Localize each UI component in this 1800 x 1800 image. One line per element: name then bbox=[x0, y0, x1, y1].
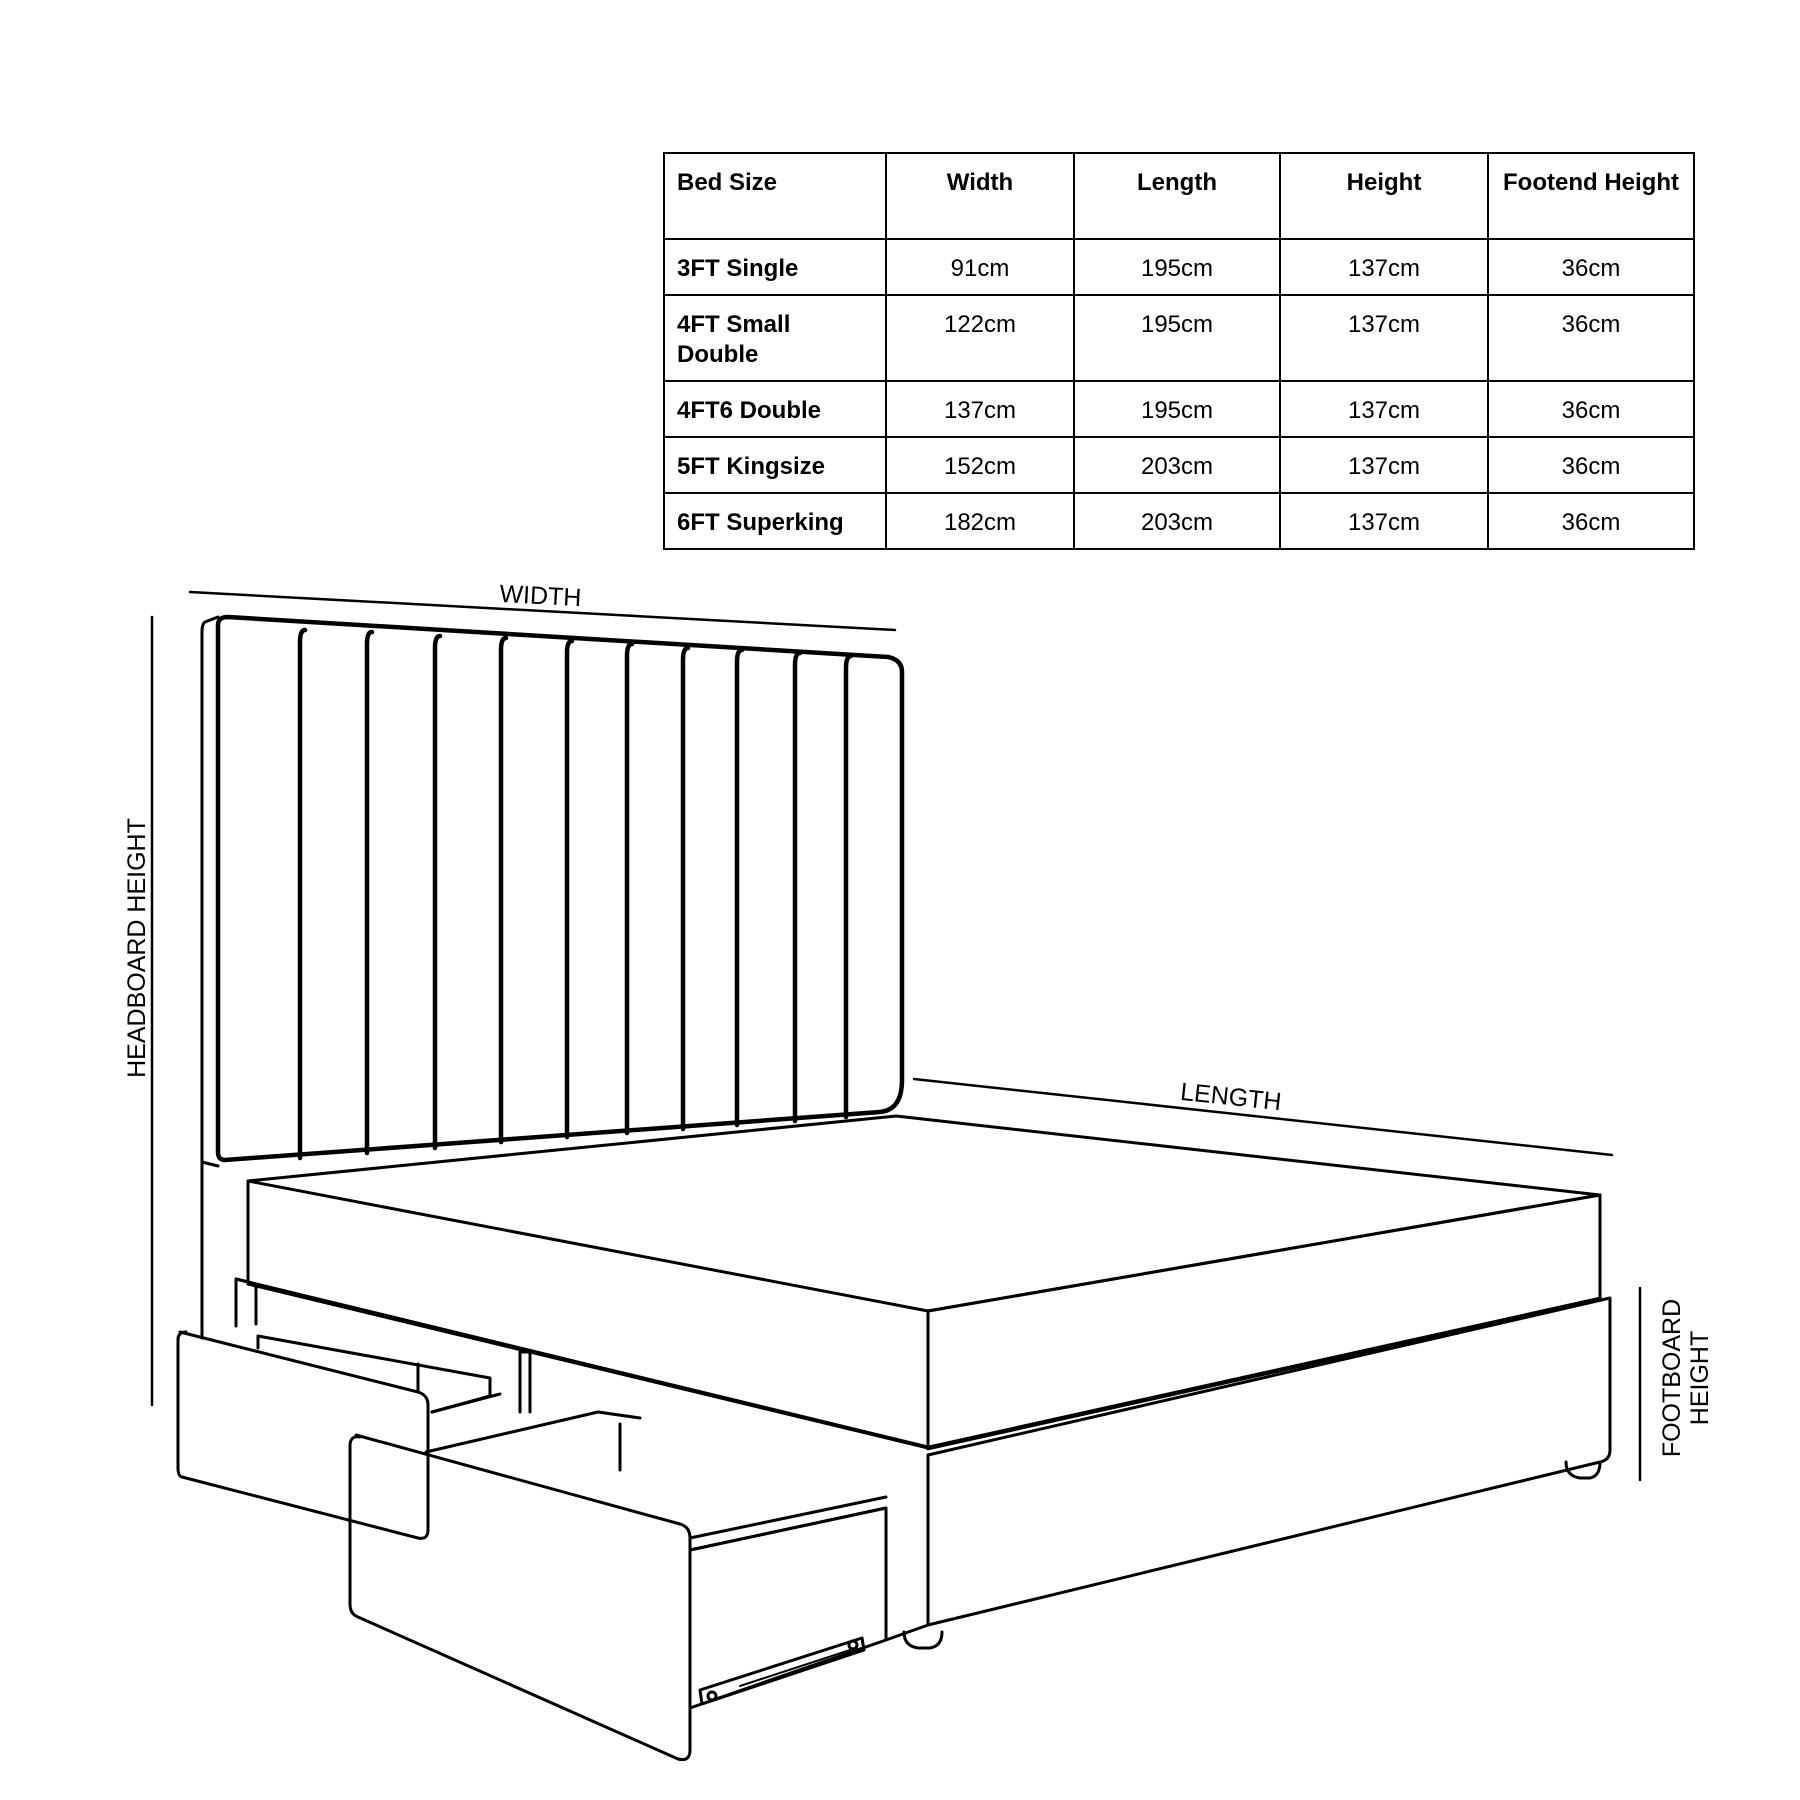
cell-width: 137cm bbox=[886, 381, 1074, 437]
cell-length: 195cm bbox=[1074, 295, 1280, 381]
cell-length: 195cm bbox=[1074, 381, 1280, 437]
header-length: Length bbox=[1074, 153, 1280, 239]
cell-height: 137cm bbox=[1280, 493, 1488, 549]
cell-bed-size: 4FT6 Double bbox=[664, 381, 886, 437]
headboard-height-dimension bbox=[123, 617, 152, 1405]
cell-length: 195cm bbox=[1074, 239, 1280, 295]
cell-length: 203cm bbox=[1074, 493, 1280, 549]
front-foot bbox=[904, 1632, 942, 1648]
headboard bbox=[202, 617, 902, 1338]
cell-width: 182cm bbox=[886, 493, 1074, 549]
cell-footend-height: 36cm bbox=[1488, 239, 1694, 295]
cell-footend-height: 36cm bbox=[1488, 493, 1694, 549]
bed-feet bbox=[904, 1462, 1600, 1648]
headboard-channels bbox=[300, 630, 851, 1158]
drawer-runner bbox=[700, 1638, 864, 1704]
cell-length: 203cm bbox=[1074, 437, 1280, 493]
mattress bbox=[248, 1116, 1600, 1448]
cell-bed-size: 6FT Superking bbox=[664, 493, 886, 549]
cell-bed-size: 4FT Small Double bbox=[664, 295, 886, 381]
cell-footend-height: 36cm bbox=[1488, 295, 1694, 381]
footboard-label-line2: HEIGHT bbox=[1686, 1330, 1714, 1426]
header-bed-size: Bed Size bbox=[664, 153, 886, 239]
cell-width: 152cm bbox=[886, 437, 1074, 493]
length-label: LENGTH bbox=[1178, 1077, 1283, 1117]
cell-footend-height: 36cm bbox=[1488, 437, 1694, 493]
header-width: Width bbox=[886, 153, 1074, 239]
cell-footend-height: 36cm bbox=[1488, 381, 1694, 437]
footboard-label-line1: FOOTBOARD bbox=[1658, 1298, 1686, 1458]
left-drawer bbox=[178, 1332, 500, 1538]
footboard-height-dimension bbox=[1640, 1288, 1714, 1480]
header-height: Height bbox=[1280, 153, 1488, 239]
cell-height: 137cm bbox=[1280, 239, 1488, 295]
cell-width: 91cm bbox=[886, 239, 1074, 295]
width-label: WIDTH bbox=[498, 579, 583, 613]
cell-height: 137cm bbox=[1280, 381, 1488, 437]
headboard-height-label: HEADBOARD HEIGHT bbox=[123, 818, 151, 1078]
cell-height: 137cm bbox=[1280, 437, 1488, 493]
header-footend-height: Footend Height bbox=[1488, 153, 1694, 239]
cell-bed-size: 5FT Kingsize bbox=[664, 437, 886, 493]
length-dimension bbox=[914, 1078, 1612, 1155]
cell-width: 122cm bbox=[886, 295, 1074, 381]
cell-height: 137cm bbox=[1280, 295, 1488, 381]
right-drawer bbox=[350, 1412, 886, 1760]
cell-bed-size: 3FT Single bbox=[664, 239, 886, 295]
